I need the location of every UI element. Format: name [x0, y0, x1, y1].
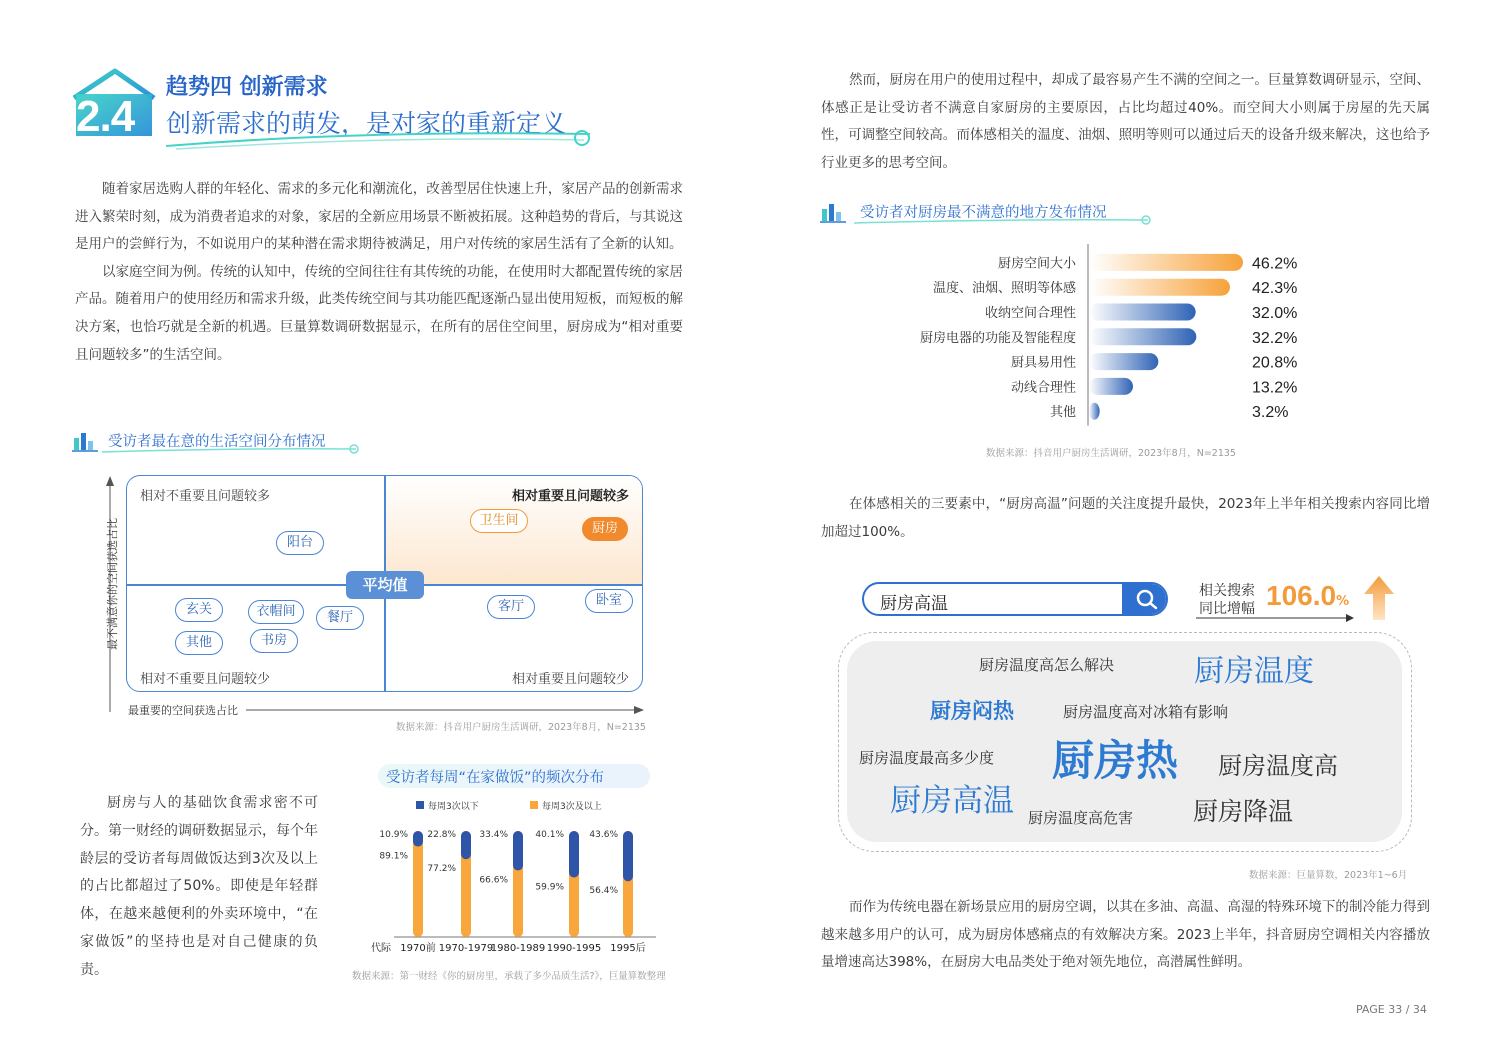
bar: [1089, 304, 1196, 321]
value-label: 46.2%: [1252, 255, 1298, 273]
subtitle-underline: [166, 124, 596, 152]
quadrant-top-left-label: 相对不重要且问题较多: [140, 489, 271, 504]
x-axis-arrow: [246, 704, 646, 716]
growth-number: 106.0: [1266, 580, 1337, 611]
data-label-low: 10.9%: [379, 830, 408, 840]
category-label: 收纳空间合理性: [984, 306, 1076, 321]
cloud-word: 厨房温度高怎么解决: [979, 656, 1115, 674]
cloud-word: 厨房降温: [1193, 797, 1294, 826]
x-axis-label: 代际: [371, 943, 391, 954]
intro-text: [75, 176, 683, 369]
legend-swatch-high: [530, 801, 538, 809]
space-other: 其他: [175, 631, 223, 655]
bar: [1089, 328, 1196, 345]
space-kitchen: 厨房: [582, 517, 628, 541]
cloud-word: 厨房温度高危害: [1028, 809, 1134, 827]
space-bedroom: 卧室: [585, 589, 633, 613]
space-entry: 玄关: [175, 598, 223, 622]
bar-segment-high: [413, 831, 423, 937]
section-header: [70, 68, 610, 152]
cloud-word: 厨房温度高对冰箱有影响: [1063, 703, 1229, 721]
data-label-low: 33.4%: [479, 830, 508, 840]
growth-label-line2: 同比增幅: [1199, 601, 1255, 617]
right-paragraph-2: 在体感相关的三要素中，“厨房高温”问题的关注度提升最快，2023年上半年相关搜索内容同比增加超过100%。: [821, 496, 1430, 540]
category-label: 厨房电器的功能及智能程度: [919, 330, 1076, 346]
search-box[interactable]: [862, 582, 1168, 616]
intro-paragraph: 随着家居选购人群的年轻化、需求的多元化和潮流化，改善型居住快速上升，家居产品的创新需求进入繁荣时刻，成为消费者追求的对象，家居的全新应用场景不断被拓展。这种趋势的背后，与其说这是用户的尝鲜行为，不如说用户的某种潜在需求期待被满足，用户对传统的家居生活有了全新的认知。: [75, 181, 683, 253]
matrix-source: 数据来源：抖音用户厨房生活调研，2023年8月，N=2135: [396, 722, 646, 733]
growth-value: [1266, 580, 1349, 612]
cloud-word: 厨房高温: [890, 783, 1014, 819]
building-chart-icon: [72, 430, 98, 452]
cooking-bars: [366, 823, 666, 965]
section-number: 2.4: [76, 92, 135, 141]
trend-label: 趋势四 创新需求: [166, 75, 328, 100]
value-label: 42.3%: [1252, 280, 1298, 298]
value-label: 32.0%: [1252, 305, 1298, 322]
cooking-chart-title: 受访者每周“在家做饭”的频次分布: [386, 770, 605, 786]
cloud-word: 厨房温度: [1194, 654, 1314, 689]
value-label: 3.2%: [1252, 404, 1289, 422]
legend-label-low: 每周3次以下: [428, 802, 479, 812]
category-label: 其他: [1049, 405, 1076, 421]
matrix-section-title: [72, 426, 372, 454]
bar: [1089, 353, 1158, 370]
y-axis-label: 最不满意你的空间获选占比: [106, 518, 119, 650]
quadrant-top-right-label: 相对重要且问题较多: [512, 489, 630, 504]
data-label-high: 77.2%: [427, 864, 456, 875]
data-label-low: 22.8%: [427, 830, 456, 840]
bar-source: 数据来源：抖音用户厨房生活调研，2023年8月，N=2135: [986, 448, 1236, 459]
title-underline: [102, 444, 362, 456]
data-label-low: 43.6%: [589, 830, 618, 840]
space-bathroom: 卫生间: [470, 509, 528, 533]
value-label: 20.8%: [1252, 354, 1298, 372]
building-chart-icon: [820, 201, 846, 223]
search-query: 厨房高温: [880, 594, 948, 614]
data-label-high: 56.4%: [589, 886, 618, 897]
data-label-low: 40.1%: [535, 830, 564, 840]
space-dining: 餐厅: [316, 606, 364, 630]
cloud-source: 数据来源：巨量算数，2023年1~6月: [1249, 870, 1408, 881]
intro-paragraph: 以家庭空间为例。传统的认知中，传统的空间往往有其传统的功能，在使用时大都配置传统的家居产品。随着用户的使用经历和需求升级，此类传统空间与其功能匹配逐渐凸显出使用短板，而短板的解决方案，也恰巧就是全新的机遇。巨量算数调研数据显示，在所有的居住空间里，厨房成为“相对重要且问题较多”的生活空间。: [75, 263, 683, 363]
space-study: 书房: [250, 629, 298, 653]
category-label: 动线合理性: [1010, 380, 1076, 396]
bar: [1089, 378, 1133, 395]
bar-chart-title: 受访者对厨房最不满意的地方发布情况: [860, 205, 1107, 221]
x-axis-label: 最重要的空间获选占比: [128, 704, 238, 717]
legend-label-high: 每周3次及以上: [542, 802, 602, 812]
section-subtitle: 创新需求的萌发，是对家的重新定义: [166, 109, 567, 138]
data-label-high: 66.6%: [479, 875, 508, 886]
category-label: 1980-1989: [490, 943, 546, 954]
data-label-high: 89.1%: [379, 851, 408, 862]
right-paragraph-3: 而作为传统电器在新场景应用的厨房空调，以其在多油、高温、高湿的特殊环境下的制冷能力得到越来越多用户的认可，成为厨房体感痛点的有效解决方案。2023上半年，抖音厨房空调相关内容播放量增速高达398%，在厨房大电品类处于绝对领先地位，高潜属性鲜明。: [821, 899, 1430, 971]
category-label: 厨房空间大小: [997, 256, 1076, 272]
bar-segment-low: [569, 831, 579, 878]
importance-matrix: [100, 470, 660, 740]
search-icon: [1135, 588, 1159, 610]
legend: [416, 799, 666, 813]
data-label-high: 59.9%: [535, 882, 564, 893]
cloud-word: 厨房温度高: [1218, 752, 1338, 780]
category-label: 1970-1979: [438, 943, 494, 954]
quadrant-bottom-left-label: 相对不重要且问题较少: [140, 672, 271, 687]
bar: [1089, 254, 1243, 271]
cloud-word: 厨房热: [1052, 736, 1179, 785]
cooking-source: 数据来源：第一财经《你的厨房里，承载了多少品质生活?》，巨量算数整理: [352, 971, 666, 982]
cloud-word: 厨房闷热: [930, 699, 1014, 723]
arrow-up-icon: [1362, 574, 1396, 622]
bar-section-title: [820, 197, 1160, 225]
average-label: 平均值: [346, 571, 424, 599]
bar-segment-low: [623, 831, 633, 881]
cooking-text: 厨房与人的基础饮食需求密不可分。第一财经的调研数据显示，每个年龄层的受访者每周做饭达到3次及以上的占比都超过了50%。即使是年轻群体，在越来越便利的外卖环境中，“在家做饭”的坚持也是对自己健康的负责。: [80, 795, 318, 978]
legend-swatch-low: [416, 801, 424, 809]
right-paragraph-1: 然而，厨房在用户的使用过程中，却成了最容易产生不满的空间之一。巨量算数调研显示，空间、体感正是让受访者不满意自家厨房的主要原因，占比均超过40%。而空间大小则属于房屋的先天属性，可调整空间较高。而体感相关的温度、油烟、照明等则可以通过后天的设备升级来解决，这也给予行业更多的思考空间。: [821, 72, 1430, 171]
category-label: 温度、油烟、照明等体感: [932, 281, 1076, 297]
category-label: 1990-1995: [546, 943, 602, 954]
bar: [1089, 279, 1230, 296]
dissatisfaction-chart: [820, 242, 1320, 427]
space-balcony: 阳台: [276, 531, 324, 555]
dissatisfaction-bars: [820, 242, 1320, 427]
space-living: 客厅: [487, 595, 535, 619]
category-label: 1995后: [610, 943, 646, 954]
category-label: 厨具易用性: [1010, 355, 1076, 371]
growth-label-line1: 相关搜索: [1199, 583, 1255, 599]
title-underline: [854, 215, 1154, 227]
bar-segment-low: [513, 831, 523, 870]
growth-underline: [1196, 612, 1356, 624]
cloud-word: 厨房温度最高多少度: [859, 749, 995, 767]
bar-segment-low: [461, 831, 471, 859]
quadrant-bottom-right-label: 相对重要且问题较少: [512, 672, 630, 687]
matrix-title: 受访者最在意的生活空间分布情况: [108, 434, 326, 450]
category-label: 1970前: [400, 943, 436, 954]
space-cloakroom: 衣帽间: [248, 600, 304, 624]
cooking-frequency-chart: [366, 795, 666, 965]
cooking-chart-title-wrap: [378, 762, 654, 792]
bar: [1089, 403, 1100, 420]
value-label: 32.2%: [1252, 329, 1298, 347]
search-button[interactable]: [1122, 584, 1168, 614]
page-number: PAGE 33 / 34: [1356, 1003, 1427, 1016]
word-cloud: [838, 632, 1412, 852]
growth-unit: %: [1336, 594, 1350, 609]
value-label: 13.2%: [1252, 379, 1298, 397]
bar-segment-low: [413, 831, 423, 847]
